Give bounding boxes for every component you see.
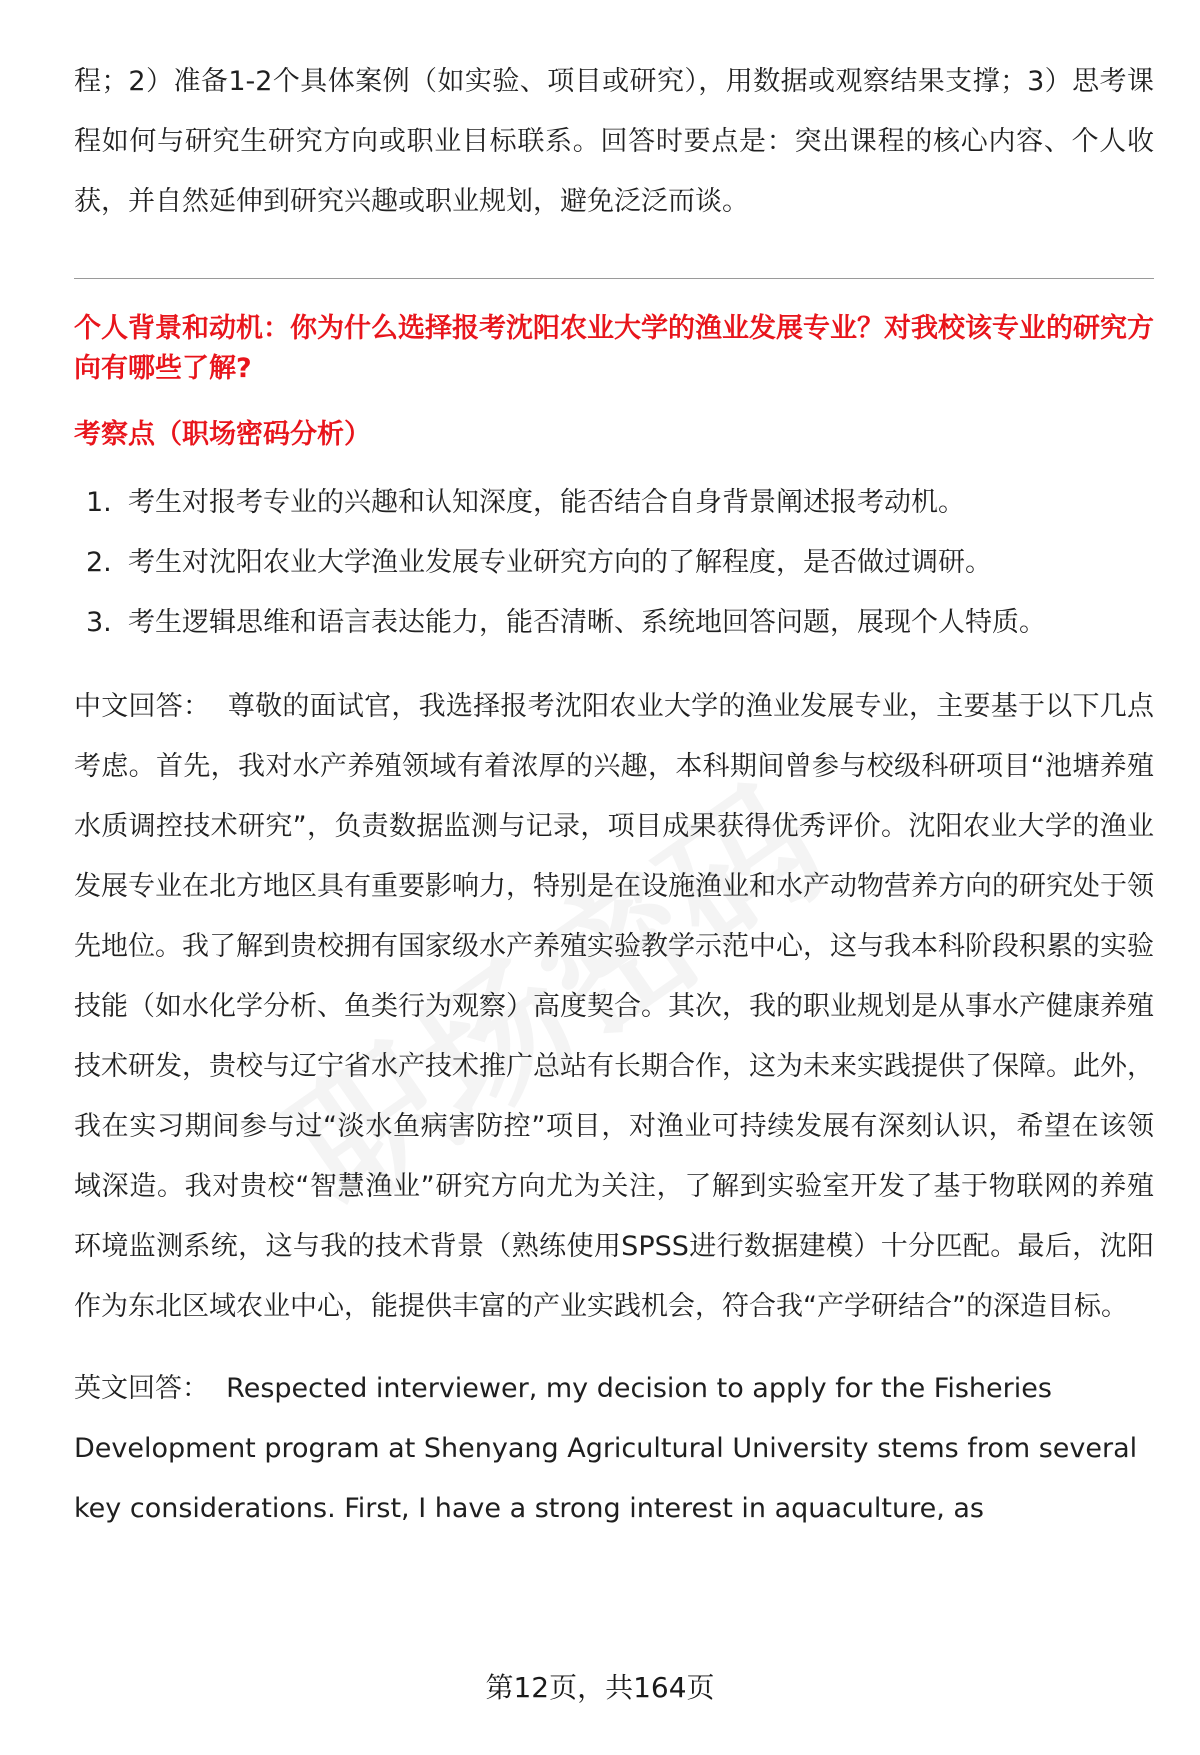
document-page — [74, 52, 1154, 1539]
page-number: 第12页，共164页 — [485, 1671, 715, 1704]
assessment-point — [74, 593, 1154, 653]
point-number: 2. — [86, 547, 112, 578]
chinese-answer — [74, 677, 1154, 1337]
section-divider — [74, 278, 1154, 279]
chinese-answer-label: 中文回答： — [74, 691, 211, 722]
point-number: 3. — [86, 607, 112, 638]
point-text: 考生对报考专业的兴趣和认知深度，能否结合自身背景阐述报考动机。 — [128, 487, 965, 518]
point-text: 考生对沈阳农业大学渔业发展专业研究方向的了解程度，是否做过调研。 — [128, 547, 992, 578]
assessment-point — [74, 473, 1154, 533]
english-answer — [74, 1359, 1154, 1539]
point-text: 考生逻辑思维和语言表达能力，能否清晰、系统地回答问题，展现个人特质。 — [128, 607, 1046, 638]
assessment-point — [74, 533, 1154, 593]
assessment-heading: 考察点（职场密码分析） — [74, 419, 371, 450]
assessment-points — [74, 473, 1154, 653]
english-answer-text: Respected interviewer, my decision to apply for the Fisheries Development program at Shenyang Agricultural University stems from several key considerations. First, I have a strong interest in aquaculture, as — [74, 1373, 1138, 1524]
chinese-answer-text: 尊敬的面试官，我选择报考沈阳农业大学的渔业发展专业，主要基于以下几点考虑。首先，我对水产养殖领域有着浓厚的兴趣，本科期间曾参与校级科研项目“池塘养殖水质调控技术研究”，负责数据监测与记录，项目成果获得优秀评价。沈阳农业大学的渔业发展专业在北方地区具有重要影响力，特别是在设施渔业和水产动物营养方向的研究处于领先地位。我了解到贵校拥有国家级水产养殖实验教学示范中心，这与我本科阶段积累的实验技能（如水化学分析、鱼类行为观察）高度契合。其次，我的职业规划是从事水产健康养殖技术研发，贵校与辽宁省水产技术推广总站有长期合作，这为未来实践提供了保障。此外，我在实习期间参与过“淡水鱼病害防控”项目，对渔业可持续发展有深刻认识，希望在该领域深造。我对贵校“智慧渔业”研究方向尤为关注，了解到实验室开发了基于物联网的养殖环境监测系统，这与我的技术背景（熟练使用SPSS进行数据建模）十分匹配。最后，沈阳作为东北区域农业中心，能提供丰富的产业实践机会，符合我“产学研结合”的深造目标。 — [74, 691, 1155, 1322]
english-answer-label: 英文回答： — [74, 1373, 209, 1404]
interview-question: 个人背景和动机：你为什么选择报考沈阳农业大学的渔业发展专业？对我校该专业的研究方向有哪些了解? — [74, 313, 1154, 384]
point-number: 1. — [86, 487, 112, 518]
intro-paragraph: 程；2）准备1-2个具体案例（如实验、项目或研究），用数据或观察结果支撑；3）思考课程如何与研究生研究方向或职业目标联系。回答时要点是：突出课程的核心内容、个人收获，并自然延伸到研究兴趣或职业规划，避免泛泛而谈。 — [74, 66, 1154, 217]
